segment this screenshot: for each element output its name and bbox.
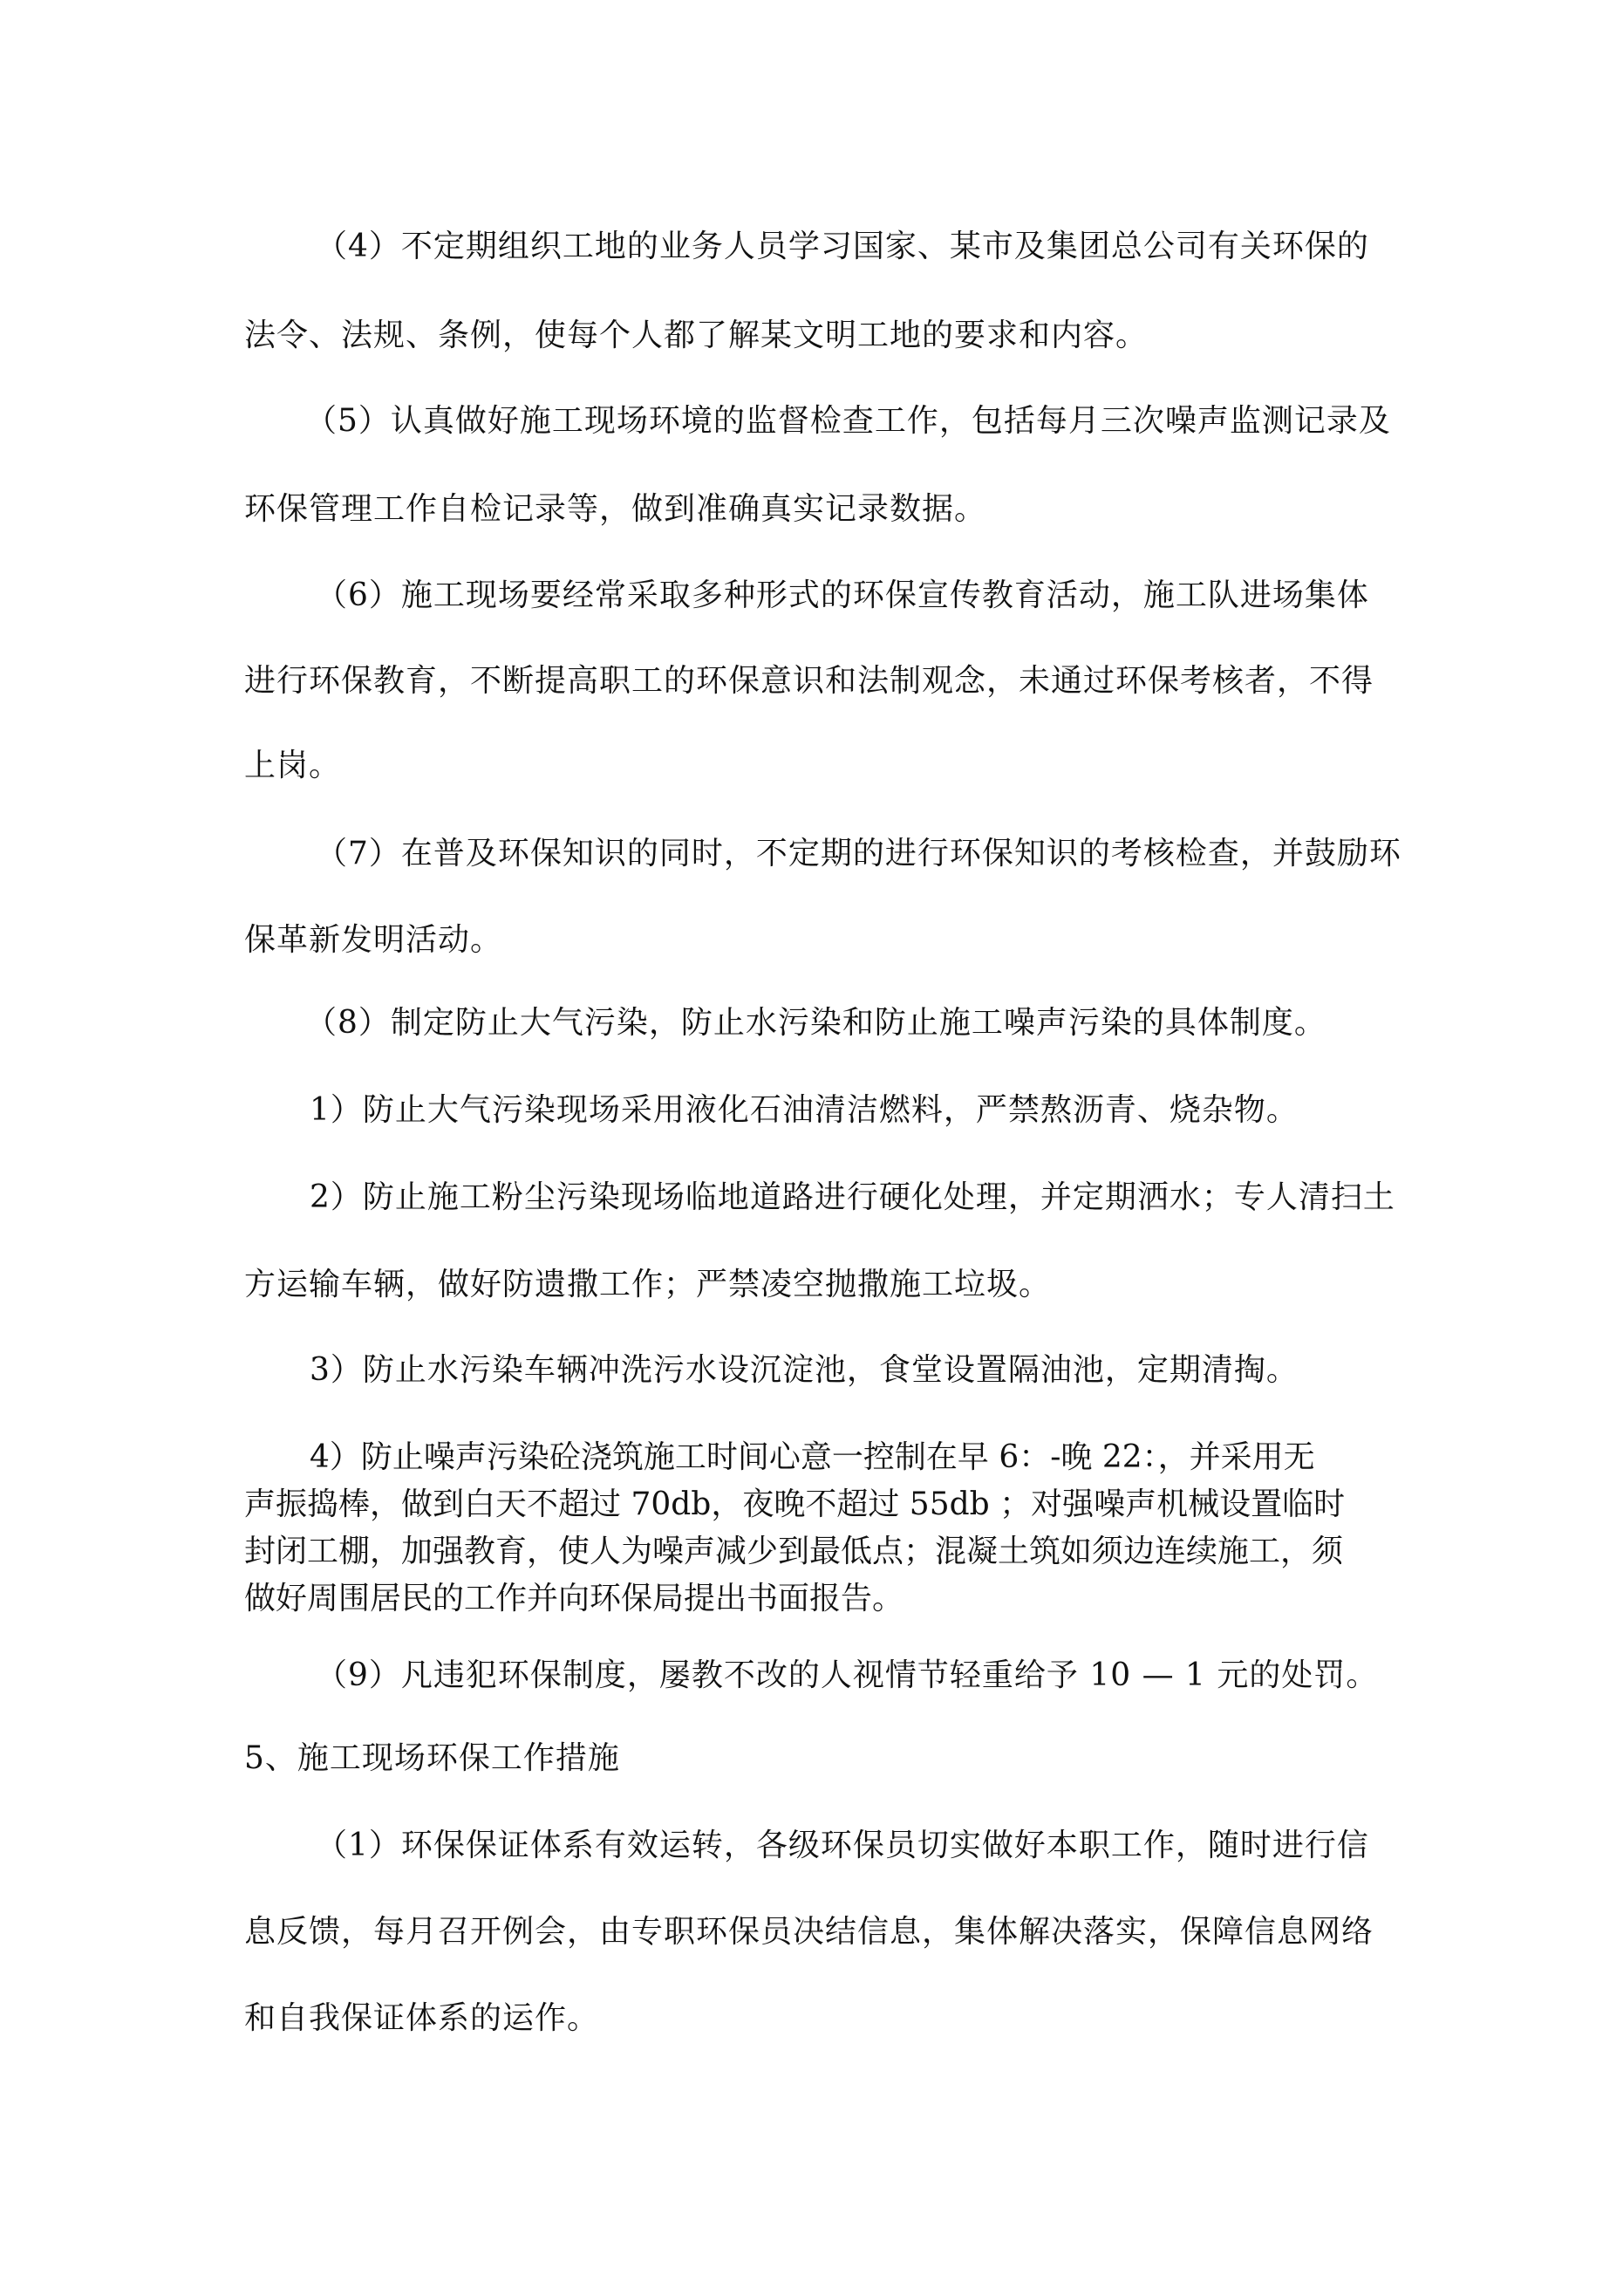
section-5-item-1-line-1: （1）环保保证体系有效运转，各级环保员切实做好本职工作，随时进行信 (316, 1828, 1369, 1863)
section-5-item-1-line-2: 息反馈，每月召开例会，由专职环保员决结信息，集体解决落实，保障信息网络 (244, 1914, 1374, 1950)
paragraph-4-line-2: 法令、法规、条例，使每个人都了解某文明工地的要求和内容。 (244, 318, 1149, 353)
rule-4-line-2: 声振捣棒，做到白天不超过 70db，夜晚不超过 55db ；对强噪声机械设置临时 (244, 1486, 1346, 1522)
paragraph-6-line-1: （6）施工现场要经常采取多种形式的环保宣传教育活动，施工队进场集体 (316, 577, 1369, 613)
rule-4-line-3: 封闭工棚，加强教育，使人为噪声减少到最低点；混凝土筑如须边连续施工，须 (244, 1534, 1344, 1569)
paragraph-7-line-1: （7）在普及环保知识的同时，不定期的进行环保知识的考核检查，并鼓励环 (316, 836, 1401, 871)
paragraph-8-title: （8）制定防止大气污染，防止水污染和防止施工噪声污染的具体制度。 (305, 1005, 1326, 1041)
paragraph-7-line-2: 保革新发明活动。 (244, 922, 503, 958)
rule-2-line-2: 方运输车辆，做好防遗撒工作；严禁凌空抛撒施工垃圾。 (244, 1267, 1052, 1302)
section-5-heading: 5、施工现场环保工作措施 (244, 1740, 620, 1776)
paragraph-5-line-1: （5）认真做好施工现场环境的监督检查工作，包括每月三次噪声监测记录及 (305, 403, 1391, 439)
paragraph-6-line-3: 上岗。 (244, 748, 342, 783)
rule-4-line-4: 做好周围居民的工作并向环保局提出书面报告。 (244, 1581, 904, 1616)
rule-4-line-1: 4）防止噪声污染砼浇筑施工时间心意一控制在早 6：-晚 22：，并采用无 (310, 1439, 1315, 1475)
rule-2-line-1: 2）防止施工粉尘污染现场临地道路进行硬化处理，并定期洒水；专人清扫土 (310, 1179, 1395, 1215)
rule-1-line: 1）防止大气污染现场采用液化石油清洁燃料，严禁熬沥青、烧杂物。 (310, 1092, 1299, 1128)
paragraph-5-line-2: 环保管理工作自检记录等，做到准确真实记录数据。 (244, 491, 987, 527)
paragraph-9-line: （9）凡违犯环保制度，屡教不改的人视情节轻重给予 10 — 1 元的处罚。 (316, 1657, 1379, 1693)
rule-3-line: 3）防止水污染车辆冲洗污水设沉淀池，食堂设置隔油池，定期清掏。 (310, 1352, 1299, 1388)
section-5-item-1-line-3: 和自我保证体系的运作。 (244, 2000, 600, 2036)
paragraph-6-line-2: 进行环保教育，不断提高职工的环保意识和法制观念，未通过环保考核者，不得 (244, 663, 1374, 699)
paragraph-4-line-1: （4）不定期组织工地的业务人员学习国家、某市及集团总公司有关环保的 (316, 229, 1369, 264)
